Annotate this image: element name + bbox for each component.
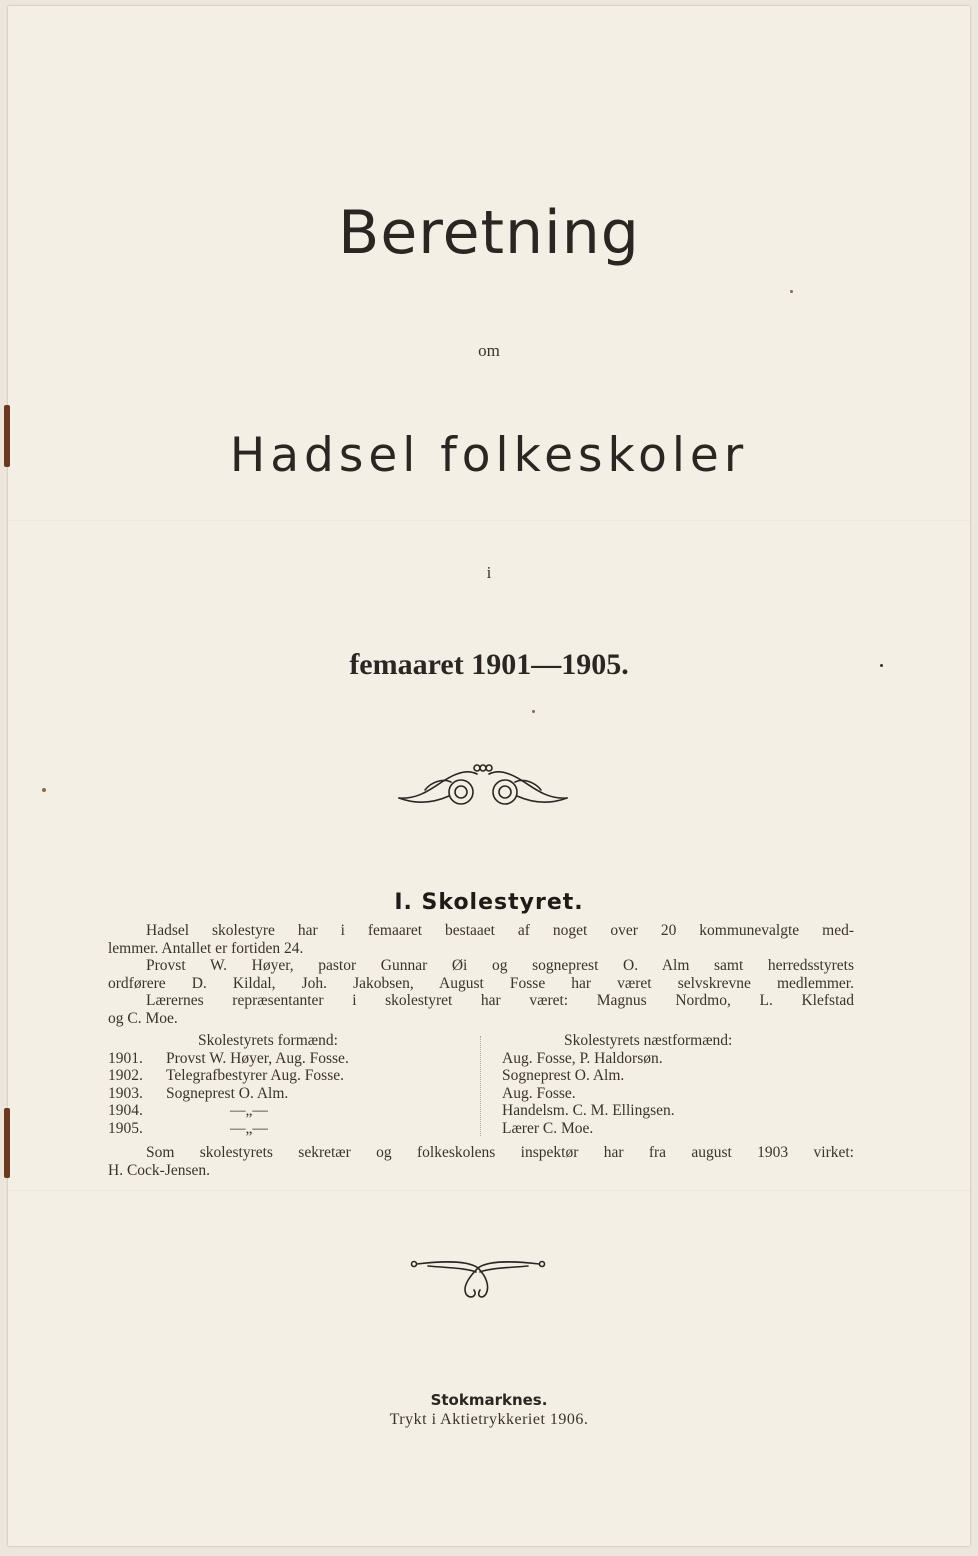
title-connector-om: om (478, 341, 500, 360)
column-divider (480, 1036, 489, 1136)
document-period: femaaret 1901—1905. (349, 648, 629, 681)
name-cell: —„— (230, 1119, 268, 1137)
paragraph-line: Hadsel skolestyre har i femaaret bestaaet af noget over 20 kommunevalgte med- (146, 922, 854, 939)
vice-chairmen-column (502, 1032, 854, 1137)
year-cell: 1905. (108, 1119, 143, 1137)
page-fold (8, 520, 970, 522)
section-heading: I. Skolestyret. (394, 890, 584, 915)
document-title: Beretning (338, 198, 640, 268)
paragraph-line: Provst W. Høyer, pastor Gunnar Øi og sogneprest O. Alm samt herredsstyrets (146, 957, 854, 974)
table-row (108, 1085, 478, 1103)
table-row (108, 1120, 478, 1138)
table-row: Handelsm. C. M. Ellingsen. (502, 1102, 675, 1119)
paragraph-line: Lærernes repræsentanter i skolestyret har været: Magnus Nordmo, L. Klefstad (146, 992, 854, 1009)
title-connector-i: i (486, 563, 492, 582)
table-row: Sogneprest O. Alm. (502, 1067, 625, 1084)
name-cell: Provst W. Høyer, Aug. Fosse. (166, 1049, 349, 1067)
paragraph-line: ordførere D. Kildal, Joh. Jakobsen, August Fosse har været selvskrevne medlemmer. (108, 974, 854, 992)
table-row (108, 1067, 478, 1085)
flourish-ornament-top (395, 760, 571, 812)
paragraph-secretary (108, 1144, 854, 1179)
footer-printer: Trykt i Aktietrykkeriet 1906. (389, 1411, 589, 1428)
table-row: Aug. Fosse, P. Haldorsøn. (502, 1049, 663, 1067)
paragraph-members (108, 922, 854, 1027)
binding-mark (4, 1108, 10, 1178)
year-cell: 1902. (108, 1067, 143, 1084)
year-cell: 1903. (108, 1084, 143, 1102)
paragraph-line: lemmer. Antallet er fortiden 24. (108, 939, 304, 957)
page-fold (8, 1190, 970, 1192)
flourish-ornament-bottom (410, 1256, 546, 1302)
footer-place: Stokmarknes. (430, 1391, 548, 1409)
document-subject: Hadsel folkeskoler (229, 428, 749, 483)
year-cell: 1904. (108, 1102, 143, 1119)
name-cell: Telegrafbestyrer Aug. Fosse. (166, 1067, 344, 1084)
paragraph-line: Som skolestyrets sekretær og folkeskolens inspektør har fra august 1903 virket: (146, 1144, 854, 1161)
chairmen-header: Skolestyrets formænd: (198, 1032, 338, 1049)
chairmen-column (108, 1032, 478, 1137)
paragraph-line: og C. Moe. (108, 1009, 178, 1027)
table-row (108, 1102, 478, 1120)
year-cell: 1901. (108, 1049, 143, 1067)
paragraph-line: H. Cock-Jensen. (108, 1161, 211, 1179)
table-row: Aug. Fosse. (502, 1084, 576, 1102)
table-row: Lærer C. Moe. (502, 1119, 594, 1137)
name-cell: Sogneprest O. Alm. (166, 1084, 289, 1102)
vice-chairmen-header: Skolestyrets næstformænd: (564, 1032, 733, 1049)
name-cell: —„— (230, 1102, 268, 1119)
table-row (108, 1050, 478, 1068)
